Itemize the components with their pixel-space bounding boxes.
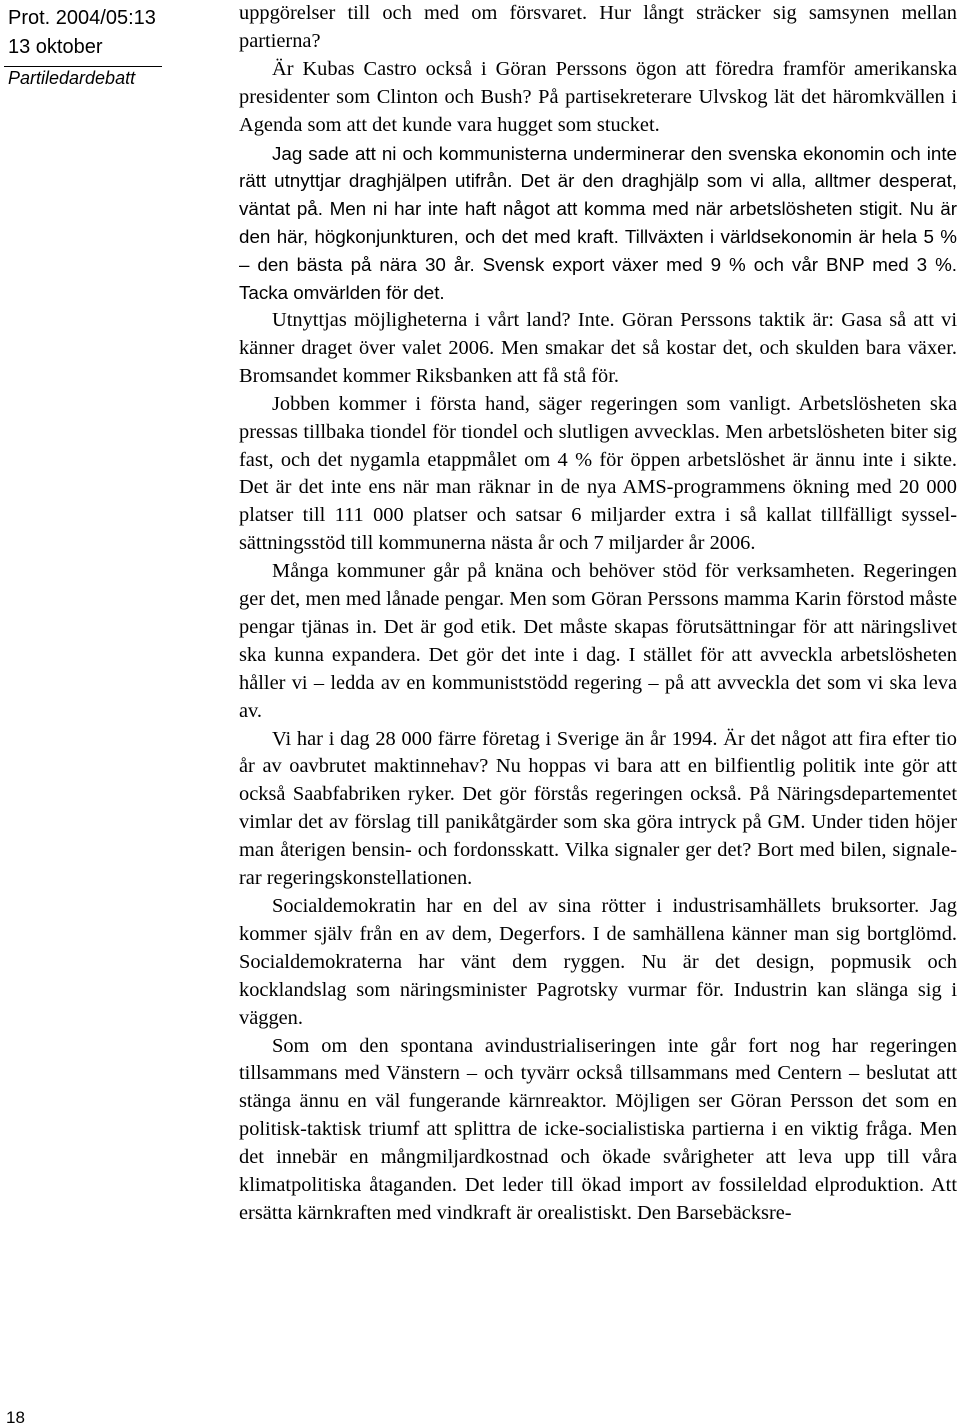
paragraph: uppgörelser till och med om försvaret. Hur långt sträcker sig samsynen mellan partierna? <box>239 2 957 52</box>
page-number: 18 <box>6 1408 25 1427</box>
paragraph: Vi har i dag 28 000 färre företag i Sverige än år 1994. Är det något att fira efter tio år av oavbrutet maktinnehav? Nu hoppas vi bara att en bilfientlig politik inte gör att också Saabfabriken ryker. Det gör förstås regeringen också. På Näringsdepartementet vimlar det av förslag till panikåtgärder som ska göra intryck på GM. Under tiden höjer man återigen bensin- och fordonsskatt. Vilka signaler ger det? Bort med bilen, signalerar regeringskonstellationen. <box>239 727 957 890</box>
speech-body <box>239 0 957 1228</box>
paragraph: Är Kubas Castro också i Göran Perssons ögon att föredra framför amerikanska presidenter som Clinton och Bush? På partisekreterare Ulvskog lät det häromkvällen i Agenda som att det kunde vara hugget som stucket. <box>239 57 957 136</box>
protocol-date: 13 oktober <box>8 36 103 58</box>
paragraph: Socialdemokratin har en del av sina rötter i industrisamhällets bruksorter. Jag kommer själv från en av dem, Degerfors. I de samhällena känner man sig bortglömd. Socialdemokraterna har vänt dem ryggen. Nu är det design, popmusik och kocklandslag som näringsminister Pagrotsky vurmar för. Industrin kan slänga sig i väggen. <box>239 895 957 1029</box>
paragraph: Jag sade att ni och kommunisterna underminerar den svenska ekonomin och inte rätt utnyttjar draghjälpen utifrån. Det är den draghjälp som vi alla, alltmer desperat, väntat på. Men ni har inte haft något att komma med när arbetslösheten stigit. Nu är den här, högkonjunkturen, och det med kraft. Tillväxten i världsekonomin är hela 5 % – den bästa på nära 30 år. Svensk export växer med 9 % och vår BNP med 3 %. Tacka omvärlden för det. <box>239 142 957 304</box>
paragraph: Som om den spontana avindustrialiseringen inte går fort nog har regeringen tillsammans med Vänstern – och tyvärr också tillsammans med Centern – beslutat att stänga ännu en väl fungerande kärnreaktor. Möjligen ser Göran Persson det som en politisk-taktisk triumf att splittra de icke-socialistiska partierna i en viktig fråga. Men det innebär en mångmiljardkostnad och ökade svårigheter att leva upp till våra klimatpolitiska åtaganden. Det leder till ökad import av fossileldad elproduktion. Att ersätta kärnkraften med vindkraft är orealistiskt. Den Barsebäcksre- <box>239 1034 957 1224</box>
paragraph: Utnyttjas möjligheterna i vårt land? Inte. Göran Perssons taktik är: Gasa så att vi känner draget över valet 2006. Men smakar det så kostar det, och skulden bara växer. Bromsandet kommer Riksbanken att få stå för. <box>239 308 957 387</box>
section-title: Partiledardebatt <box>8 68 136 88</box>
paragraph: Många kommuner går på knäna och behöver stöd för verksamheten. Regeringen ger det, men med lånade pengar. Men som Göran Perssons mamma Karin förstod måste pengar tjänas in. Det är god etik. Det måste skapas förutsättningar för att näringslivet ska kunna expandera. Det gör det inte i dag. I stället för att avveckla arbetslösheten håller vi – ledda av en kommuniststödd regering – på att avveckla det som vi ska leva av. <box>239 560 957 722</box>
page-margin <box>0 0 232 1428</box>
protocol-number: Prot. 2004/05:13 <box>8 7 156 29</box>
paragraph: Jobben kommer i första hand, säger regeringen som vanligt. Arbetslösheten ska pressas tillbaka tiondel för tiondel och slutligen avvecklas. Men arbetslösheten biter sig fast, och det nygamla etappmålet om 4 % för öppen arbetslöshet är ännu inte i sikte. Det är det inte ens när man räknar in de nya AMS-programmens ökning med 20 000 platser till 111 000 platser och satsar 6 miljarder extra i så kallat tillfälligt sysselsättningsstöd till kommunerna nästa år och 7 miljarder år 2006. <box>239 392 957 555</box>
